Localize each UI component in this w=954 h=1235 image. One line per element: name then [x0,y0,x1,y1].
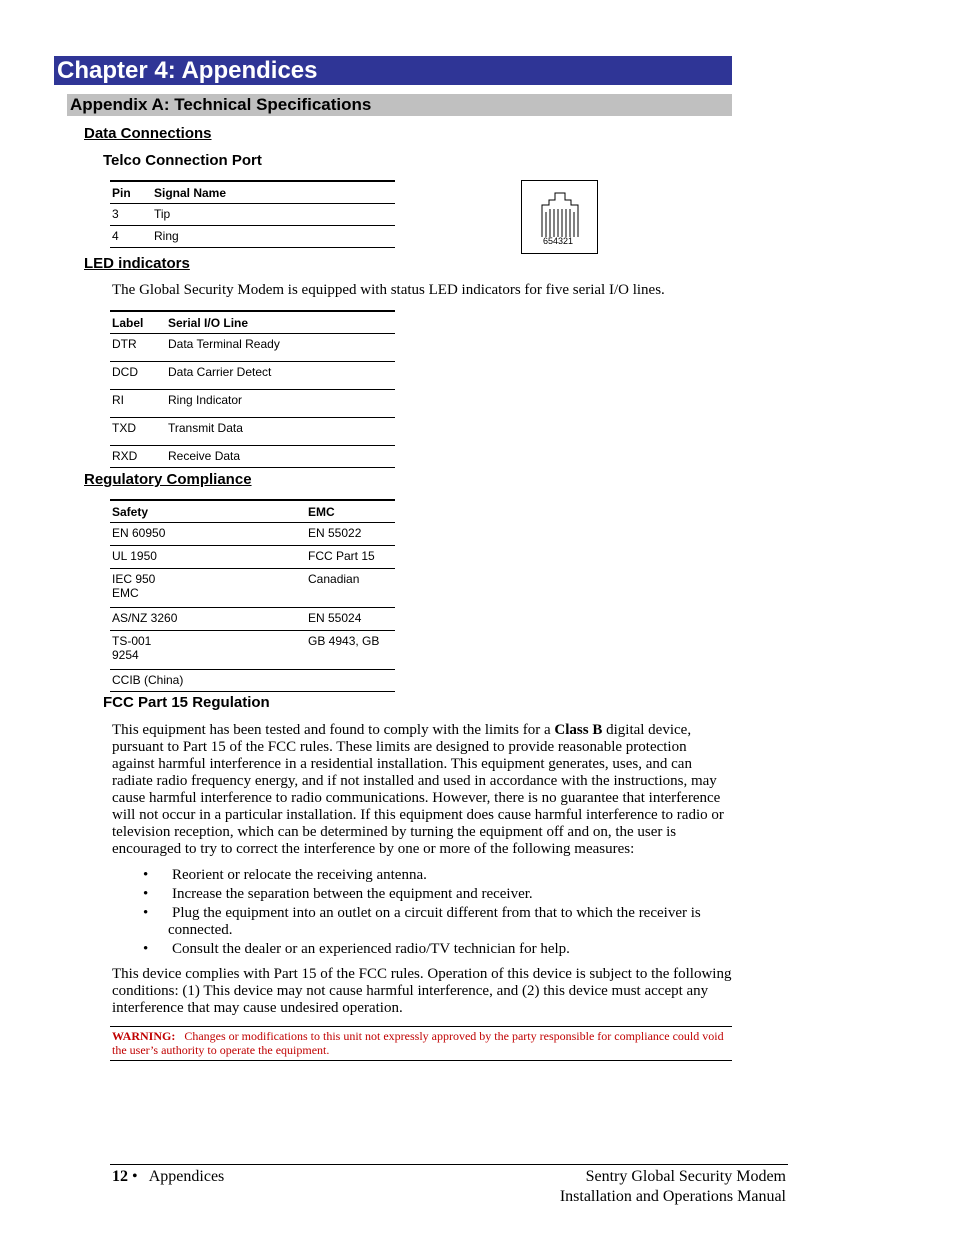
warning-label: WARNING: [112,1029,176,1043]
table-row [110,546,395,569]
table-row [110,204,395,226]
safety-cell: TS-001 9254 [110,631,306,670]
pin-cell: 3 [110,204,152,226]
table-row [110,446,395,468]
footer-section: Appendices [148,1168,225,1185]
column-header: Label [110,311,166,334]
emc-cell: EN 55022 [306,523,395,546]
emc-cell [306,670,395,692]
table-row [110,390,395,418]
line-cell: Transmit Data [166,418,395,446]
table-row [110,608,395,631]
line-cell: Data Terminal Ready [166,334,395,362]
column-header: Signal Name [152,181,395,204]
jack-pin-label: 654321 [543,236,574,246]
footer-title-line-2: Installation and Operations Manual [559,1188,786,1205]
page-number: 12 [112,1168,128,1185]
table-header-row [110,181,395,204]
signal-cell: Ring [152,226,395,248]
emc-cell: Canadian [306,569,395,608]
chapter-title: Chapter 4: Appendices [57,57,318,84]
safety-cell: EN 60950 [110,523,306,546]
pin-cell: 4 [110,226,152,248]
led-heading: LED indicators [84,255,190,272]
table-row [110,362,395,390]
column-header: Pin [110,181,152,204]
appendix-title: Appendix A: Technical Specifications [70,95,372,114]
emc-cell: FCC Part 15 [306,546,395,569]
footer-right [560,1167,786,1207]
table-header-row [110,311,395,334]
fcc-measures-list [143,867,703,960]
list-item [143,905,703,939]
table-row [110,670,395,692]
list-item [143,941,703,958]
table-row [110,569,395,608]
column-header: Safety [110,500,306,523]
footer-rule [110,1164,788,1165]
footer-left [112,1167,224,1187]
data-connections-heading: Data Connections [84,125,212,142]
warning-notice [110,1026,732,1061]
led-table [110,310,395,468]
safety-cell: AS/NZ 3260 [110,608,306,631]
emc-cell: GB 4943, GB [306,631,395,670]
list-item-text: Plug the equipment into an outlet on a circuit different from that to which the receiver is connected. [168,905,701,938]
telco-pin-table [110,180,395,248]
safety-cell: CCIB (China) [110,670,306,692]
led-intro: The Global Security Modem is equipped with status LED indicators for five serial I/O lines. [112,282,665,298]
table-row [110,418,395,446]
emc-cell: EN 55024 [306,608,395,631]
line-cell: Receive Data [166,446,395,468]
table-row [110,631,395,670]
label-cell: RI [110,390,166,418]
fcc-paragraph-1-start: This equipment has been tested and found to comply with the limits for a [112,722,555,738]
table-row [110,334,395,362]
list-item [143,867,703,884]
table-row [110,523,395,546]
list-item-text: Increase the separation between the equipment and receiver. [172,886,533,902]
list-item [143,886,703,903]
footer-bullet-icon: • [132,1168,138,1185]
label-cell: DCD [110,362,166,390]
label-cell: TXD [110,418,166,446]
footer-title-line-1: Sentry Global Security Modem [585,1168,786,1185]
warning-text: Changes or modifications to this unit not expressly approved by the party responsible for compliance could void the user’s authority to operate the equipment. [112,1029,724,1057]
column-header: EMC [306,500,395,523]
fcc-heading: FCC Part 15 Regulation [103,694,270,711]
telco-port-heading: Telco Connection Port [103,152,262,169]
bullet-icon: • [143,941,149,957]
class-b-emphasis: Class B [554,722,603,738]
safety-cell: IEC 950 EMC [110,569,306,608]
bullet-icon: • [143,886,149,902]
list-item-text: Reorient or relocate the receiving antenna. [172,867,427,883]
bullet-icon: • [143,905,149,921]
label-cell: RXD [110,446,166,468]
line-cell: Ring Indicator [166,390,395,418]
fcc-paragraph-2: This device complies with Part 15 of the FCC rules. Operation of this device is subject to the following conditions: (1) This device may not cause harmful interference, and (2) this device must accept any interference that may cause undesired operation. [112,966,732,1016]
regulatory-heading: Regulatory Compliance [84,471,252,488]
list-item-text: Consult the dealer or an experienced radio/TV technician for help. [172,941,570,957]
safety-cell: UL 1950 [110,546,306,569]
line-cell: Data Carrier Detect [166,362,395,390]
rj-jack-diagram [521,180,598,254]
bullet-icon: • [143,867,149,883]
column-header: Serial I/O Line [166,311,395,334]
label-cell: DTR [110,334,166,362]
table-row [110,226,395,248]
signal-cell: Tip [152,204,395,226]
fcc-paragraph-1 [112,722,732,858]
regulatory-table [110,499,395,692]
fcc-paragraph-1-rest: digital device, pursuant to Part 15 of the FCC rules. These limits are designed to provide reasonable protection against harmful interference in a residential installation. This equipment generates, uses, and can radiate radio frequency energy, and if not installed and used in accordance with the instructions, may cause harmful interference to radio communications. However, there is no guarantee that interference will not occur in a particular installation. If this equipment does cause harmful interference to radio or television reception, which can be determined by turning the equipment off and on, the user is encouraged to try to correct the interference by one or more of the following measures: [112,722,724,857]
table-header-row [110,500,395,523]
